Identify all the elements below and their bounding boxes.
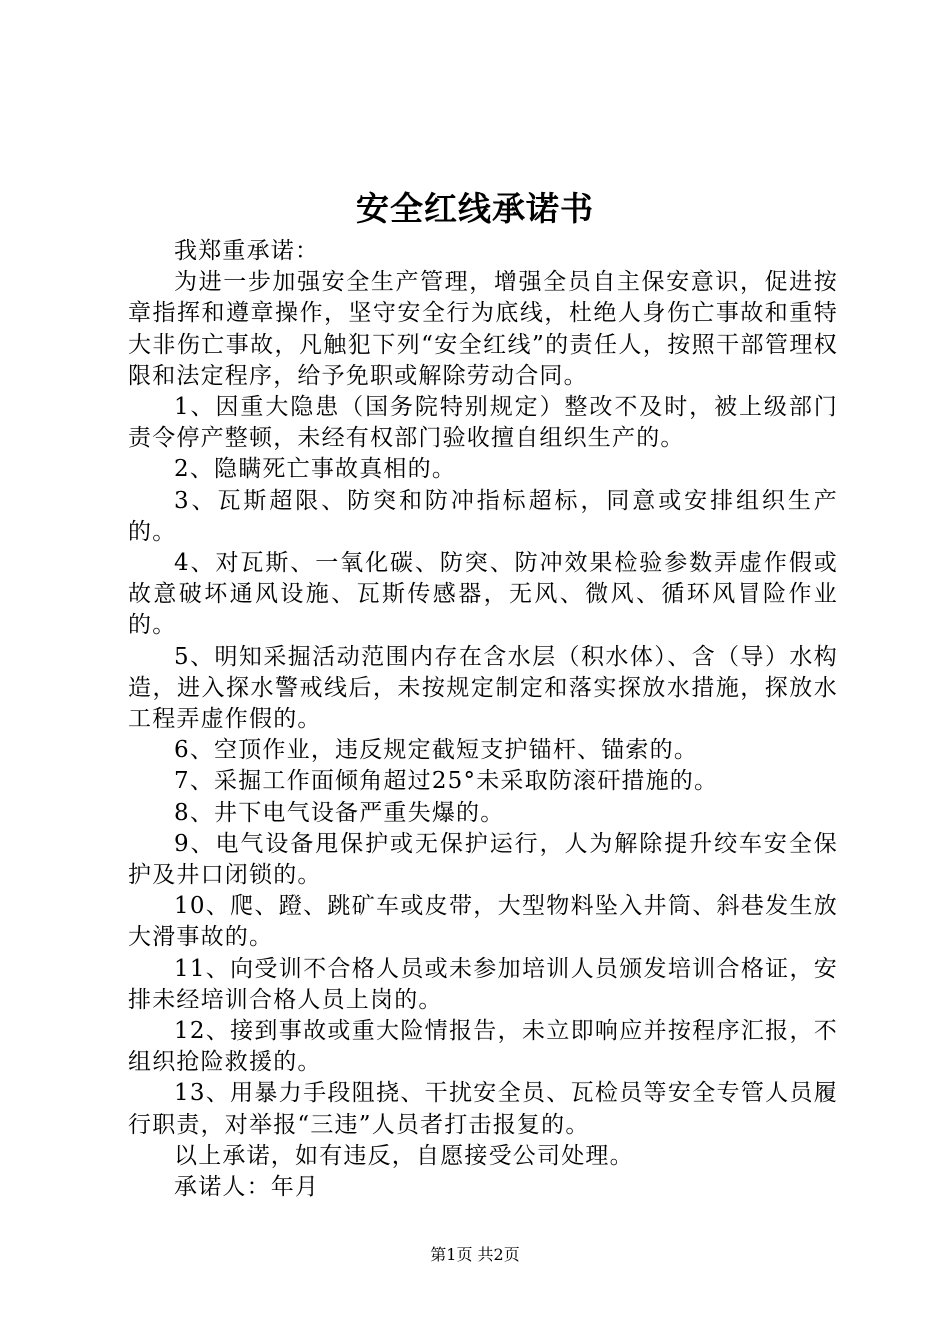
paragraph-item-7: 7、采掘工作面倾角超过25°未采取防滚矸措施的。 — [174, 768, 719, 795]
paragraph-closing: 以上承诺，如有违反，自愿接受公司处理。 — [174, 1142, 634, 1169]
paragraph-item-8: 8、井下电气设备严重失爆的。 — [174, 799, 505, 826]
document-body — [128, 236, 838, 1203]
paragraph-item-9: 9、电气设备甩保护或无保护运行，人为解除提升绞车安全保护及井口闭锁的。 — [128, 830, 838, 889]
paragraph-item-1: 1、因重大隐患（国务院特别规定）整改不及时，被上级部门责令停产整顿，未经有权部门验收擅自组织生产的。 — [128, 394, 838, 452]
paragraph-salutation: 我郑重承诺： — [174, 238, 320, 264]
paragraph-item-2: 2、隐瞒死亡事故真相的。 — [174, 456, 457, 483]
paragraph-item-11: 11、向受训不合格人员或未参加培训人员颁发培训合格证，安排未经培训合格人员上岗的。 — [128, 955, 838, 1013]
paragraph-signature: 承诺人：年月 — [174, 1174, 320, 1201]
paragraph-item-12: 12、接到事故或重大险情报告，未立即响应并按程序汇报，不组织抢险救援的。 — [128, 1018, 838, 1076]
paragraph-item-6: 6、空顶作业，违反规定截短支护锚杆、锚索的。 — [174, 737, 699, 764]
page-number-footer: 第1页 共2页 — [430, 1245, 520, 1264]
paragraph-item-10: 10、爬、蹬、跳矿车或皮带，大型物料坠入井筒、斜巷发生放大滑事故的。 — [128, 893, 838, 951]
paragraph-item-4: 4、对瓦斯、一氧化碳、防突、防冲效果检验参数弄虚作假或故意破坏通风设施、瓦斯传感器，无风、微风、循环风冒险作业的。 — [128, 550, 838, 639]
paragraph-item-13: 13、用暴力手段阻挠、干扰安全员、瓦检员等安全专管人员履行职责，对举报“三违”人员者打击报复的。 — [128, 1080, 838, 1138]
paragraph-intro: 为进一步加强安全生产管理，增强全员自主保安意识，促进按章指挥和遵章操作，坚守安全行为底线，杜绝人身伤亡事故和重特大非伤亡事故，凡触犯下列“安全红线”的责任人，按照干部管理权限和法定程序，给予免职或解除劳动合同。 — [128, 269, 838, 389]
paragraph-item-5: 5、明知采掘活动范围内存在含水层（积水体）、含（导）水构造，进入探水警戒线后，未按规定制定和落实探放水措施，探放水工程弄虚作假的。 — [128, 643, 838, 733]
paragraph-item-3: 3、瓦斯超限、防突和防冲指标超标，同意或安排组织生产的。 — [128, 487, 838, 545]
document-title: 安全红线承诺书 — [356, 189, 594, 228]
